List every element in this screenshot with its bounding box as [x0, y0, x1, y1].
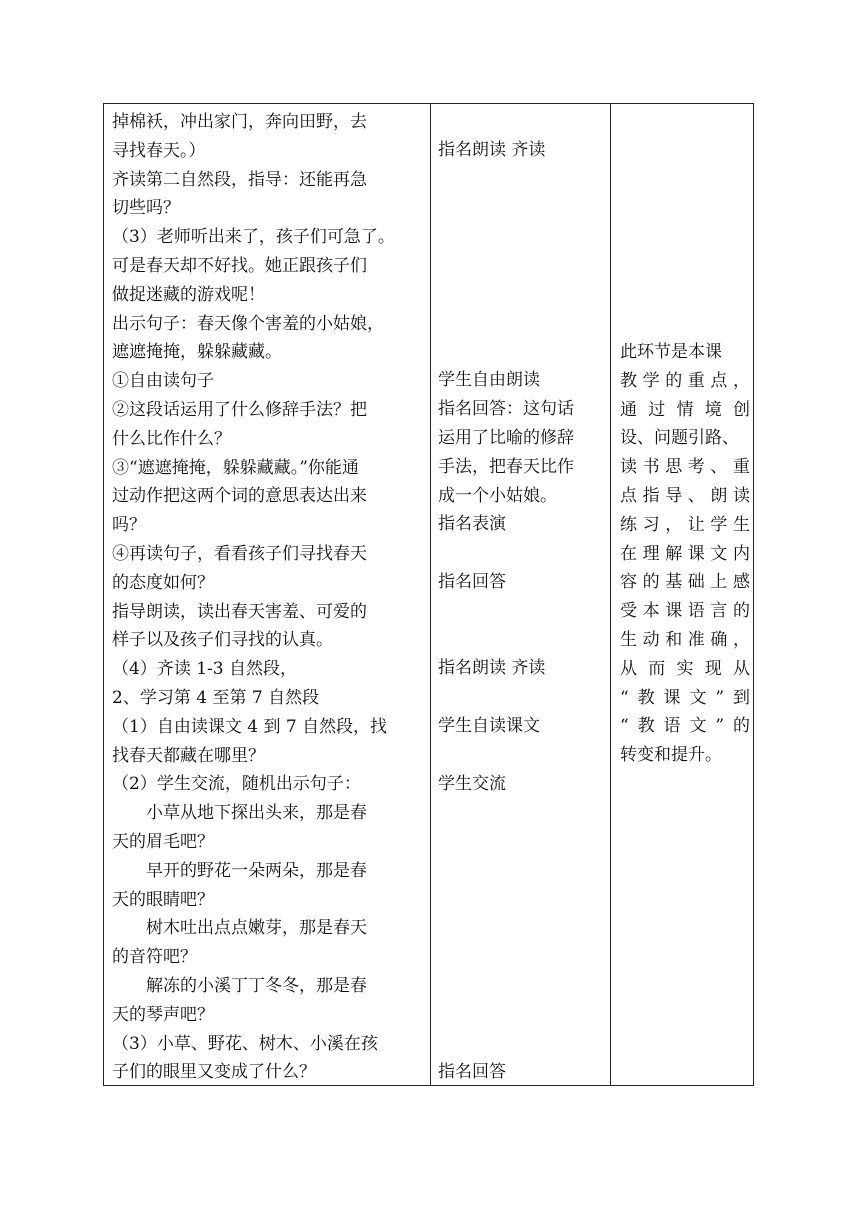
text-line: 齐读第二自然段，指导：还能再急 — [112, 169, 367, 190]
text-line: 切些吗？ — [112, 198, 180, 219]
text-line: 掉棉袄，冲出家门，奔向田野，去 — [112, 112, 367, 132]
text-line: 什么比作什么？ — [112, 428, 231, 449]
text-line: 小草从地下探出头来，那是春 — [146, 803, 367, 824]
column-divider — [430, 104, 431, 1085]
text-line: 从而实现从 — [620, 658, 750, 679]
text-line: 受本课语言的 — [620, 601, 750, 622]
text-line: 读书思考、重 — [620, 457, 750, 478]
text-line: “教语文”的 — [620, 716, 750, 737]
teaching-process-column — [112, 108, 430, 1087]
text-line: 学生交流 — [438, 773, 506, 794]
text-line: 通过情境创 — [620, 399, 750, 420]
text-line: 天的琴声吧？ — [112, 1004, 214, 1025]
text-line: 生动和准确， — [620, 629, 750, 650]
text-line: 早开的野花一朵两朵，那是春 — [146, 860, 367, 881]
text-line: 指名回答 — [438, 1061, 506, 1082]
text-line: “教课文”到 — [620, 687, 750, 708]
text-line: 学生自由朗读 — [438, 370, 540, 391]
text-line: 在理解课文内 — [620, 543, 750, 564]
text-line: 2、学习第 4 至第 7 自然段 — [112, 687, 320, 708]
text-line: 运用了比喻的修辞 — [438, 427, 574, 448]
text-line: 教学的重点， — [620, 370, 750, 391]
text-line: 解冻的小溪丁丁冬冬，那是春 — [146, 975, 367, 996]
text-line: 遮遮掩掩，躲躲藏藏。 — [112, 342, 282, 363]
text-line: 的态度如何？ — [112, 572, 214, 593]
text-line: ④再读句子，看看孩子们寻找春天 — [112, 543, 367, 564]
text-line: ③“遮遮掩掩，躲躲藏藏。”你能通 — [112, 457, 359, 478]
text-line: （3）小草、野花、树木、小溪在孩 — [112, 1033, 378, 1054]
student-activity-column — [438, 136, 603, 1086]
text-line: 点指导、朗读 — [620, 485, 750, 506]
text-line: 转变和提升。 — [620, 745, 722, 766]
text-line: 可是春天却不好找。她正跟孩子们 — [112, 255, 367, 276]
text-line: 出示句子：春天像个害羞的小姑娘， — [112, 313, 384, 334]
text-line: 找春天都藏在哪里？ — [112, 745, 265, 766]
text-line: ①自由读句子 — [112, 371, 214, 392]
text-line: 指导朗读，读出春天害羞、可爱的 — [112, 601, 367, 622]
text-line: 指名朗读 齐读 — [438, 658, 546, 679]
text-line: 做捉迷藏的游戏呢！ — [112, 284, 265, 305]
design-intent-column — [620, 338, 750, 770]
text-line: 学生自读课文 — [438, 715, 540, 736]
text-line: 成一个小姑娘。 — [438, 485, 557, 506]
text-line: 树木吐出点点嫩芽，那是春天 — [146, 918, 367, 939]
text-line: 此环节是本课 — [620, 342, 722, 362]
text-line: 的音符吧？ — [112, 947, 197, 968]
text-line: 练习，让学生 — [620, 514, 750, 535]
text-line: 寻找春天。） — [112, 140, 206, 161]
text-line: 指名朗读 齐读 — [438, 140, 546, 160]
column-divider — [610, 104, 611, 1085]
text-line: 天的眼睛吧？ — [112, 889, 214, 910]
text-line: 手法，把春天比作 — [438, 456, 574, 477]
text-line: （2）学生交流，随机出示句子： — [112, 774, 361, 795]
text-line: （4）齐读 1-3 自然段， — [112, 659, 297, 680]
text-line: 过动作把这两个词的意思表达出来 — [112, 486, 367, 507]
text-line: ②这段话运用了什么修辞手法？把 — [112, 399, 367, 420]
text-line: 设、问题引路、 — [620, 428, 739, 449]
text-line: 指名表演 — [438, 514, 506, 535]
text-line: 天的眉毛吧？ — [112, 831, 214, 852]
text-line: 容的基础上感 — [620, 572, 750, 593]
text-line: （1）自由读课文 4 到 7 自然段，找 — [112, 716, 388, 737]
text-line: 指名回答：这句话 — [438, 399, 574, 420]
text-line: 子们的眼里又变成了什么？ — [112, 1062, 316, 1083]
text-line: （3）老师听出来了，孩子们可急了。 — [112, 227, 395, 248]
text-line: 样子以及孩子们寻找的认真。 — [112, 630, 333, 651]
lesson-plan-table — [103, 103, 754, 1086]
text-line: 指名回答 — [438, 571, 506, 592]
text-line: 吗？ — [112, 515, 146, 536]
